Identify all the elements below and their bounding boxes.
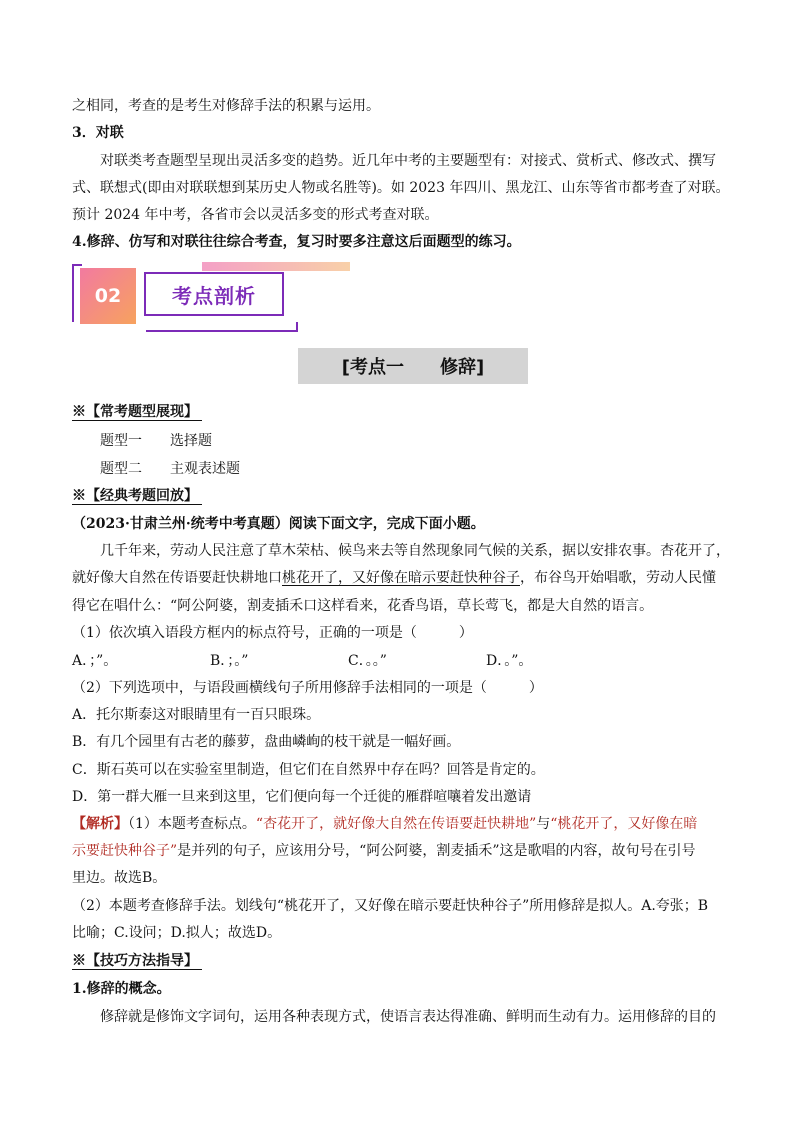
skills-tag: ※【技巧方法指导】 [72, 953, 202, 970]
analysis-quote: 示要赶快种谷子” [72, 843, 178, 859]
common-types-heading [72, 402, 202, 422]
note-4: 4.修辞、仿写和对联往往综合考查，复习时要多注意这后面题型的练习。 [72, 234, 521, 250]
analysis-line: 比喻；C.设问；D.拟人；故选D。 [72, 925, 282, 941]
couplet-paragraph-line: 预计 2024 年中考，各省市会以灵活多变的形式考查对联。 [72, 207, 439, 223]
analysis-quote: “杏花开了，就好像大自然在传语要赶快耕地” [255, 816, 537, 832]
classic-tag: ※【经典考题回放】 [72, 488, 202, 505]
question-2-option-c: C．斯石英可以在实验室里制造，但它们在自然界中存在吗？回答是肯定的。 [72, 762, 545, 778]
couplet-paragraph-line: 对联类考查题型呈现出灵活多变的趋势。近几年中考的主要题型有：对接式、赏析式、修改式、撰写 [100, 153, 716, 169]
passage-line [72, 568, 716, 588]
analysis-quote: “桃花开了，又好像在暗 [550, 816, 698, 832]
question-type-1: 题型一 选择题 [100, 433, 212, 449]
question-source: （2023·甘肃兰州·统考中考真题）阅读下面文字，完成下面小题。 [72, 516, 485, 532]
analysis-text: （1）本题考查标点。 [128, 816, 256, 832]
common-types-tag: ※【常考题型展现】 [72, 404, 202, 421]
question-2-option-a: A．托尔斯泰这对眼睛里有一百只眼珠。 [72, 707, 321, 723]
passage-text: 就好像大自然在传语要赶快耕地口 [72, 570, 282, 586]
section-number: 02 [80, 268, 136, 324]
passage-line: 几千年来，劳动人民注意了草木荣枯、候鸟来去等自然现象同气候的关系，据以安排农事。杏花开了， [100, 543, 730, 559]
rhetoric-concept-paragraph: 修辞就是修饰文字词句，运用各种表现方式，使语言表达得准确、鲜明而生动有力。运用修辞的目的 [100, 1009, 716, 1025]
analysis-text: 是并列的句子，应该用分号，“阿公阿婆，割麦插禾”这是歌唱的内容，故句号在引号 [177, 843, 696, 859]
rhetoric-concept-heading: 1.修辞的概念。 [72, 981, 171, 997]
option-c: C．。。” [348, 653, 387, 669]
underlined-sentence: 桃花开了，又好像在暗示要赶快种谷子 [282, 570, 520, 586]
question-2: （2）下列选项中，与语段画横线句子所用修辞手法相同的一项是（ ） [72, 680, 543, 696]
question-1-options [72, 651, 624, 671]
couplet-paragraph-line: 式、联想式(即由对联联想到某历史人物或名胜等)。如 2023 年四川、黑龙江、山东等省市都考查了对联。 [72, 180, 730, 196]
analysis-line [72, 814, 697, 834]
option-a: A．；”。 [72, 653, 118, 669]
analysis-line: （2）本题考查修辞手法。划线句“桃花开了，又好像在暗示要赶快种谷子”所用修辞是拟人。A.夸张；B [72, 898, 709, 914]
option-d: D．。”。 [486, 653, 533, 669]
section-banner [72, 262, 298, 332]
option-b: B．；。” [210, 653, 249, 669]
question-2-option-b: B．有几个园里有古老的藤萝，盘曲嶙峋的枝干就是一幅好画。 [72, 734, 461, 750]
section-title: 考点剖析 [144, 272, 284, 316]
skills-heading [72, 951, 202, 971]
passage-line: 得它在唱什么：“阿公阿婆，割麦插禾口这样看来，花香鸟语，草长莺飞，都是大自然的语言。 [72, 598, 654, 614]
intro-line: 之相同，考查的是考生对修辞手法的积累与运用。 [72, 98, 380, 114]
analysis-line: 里边。故选B。 [72, 870, 167, 886]
analysis-label: 【解析】 [72, 816, 128, 832]
banner-frame-right [146, 322, 298, 332]
question-type-2: 题型二 主观表述题 [100, 461, 240, 477]
couplet-heading: 3．对联 [72, 125, 124, 141]
analysis-text: 与 [536, 816, 551, 832]
question-1: （1）依次填入语段方框内的标点符号，正确的一项是（ ） [72, 625, 473, 641]
point-title: [考点一 修辞] [341, 357, 485, 378]
banner-accent-bar [202, 262, 350, 271]
analysis-line [72, 841, 695, 861]
question-2-option-d: D．第一群大雁一旦来到这里，它们便向每一个迁徙的雁群喧嚷着发出邀请 [72, 789, 532, 805]
point-title-box [298, 348, 528, 384]
passage-text: ，布谷鸟开始唱歌，劳动人民懂 [520, 570, 716, 586]
classic-heading [72, 486, 202, 506]
